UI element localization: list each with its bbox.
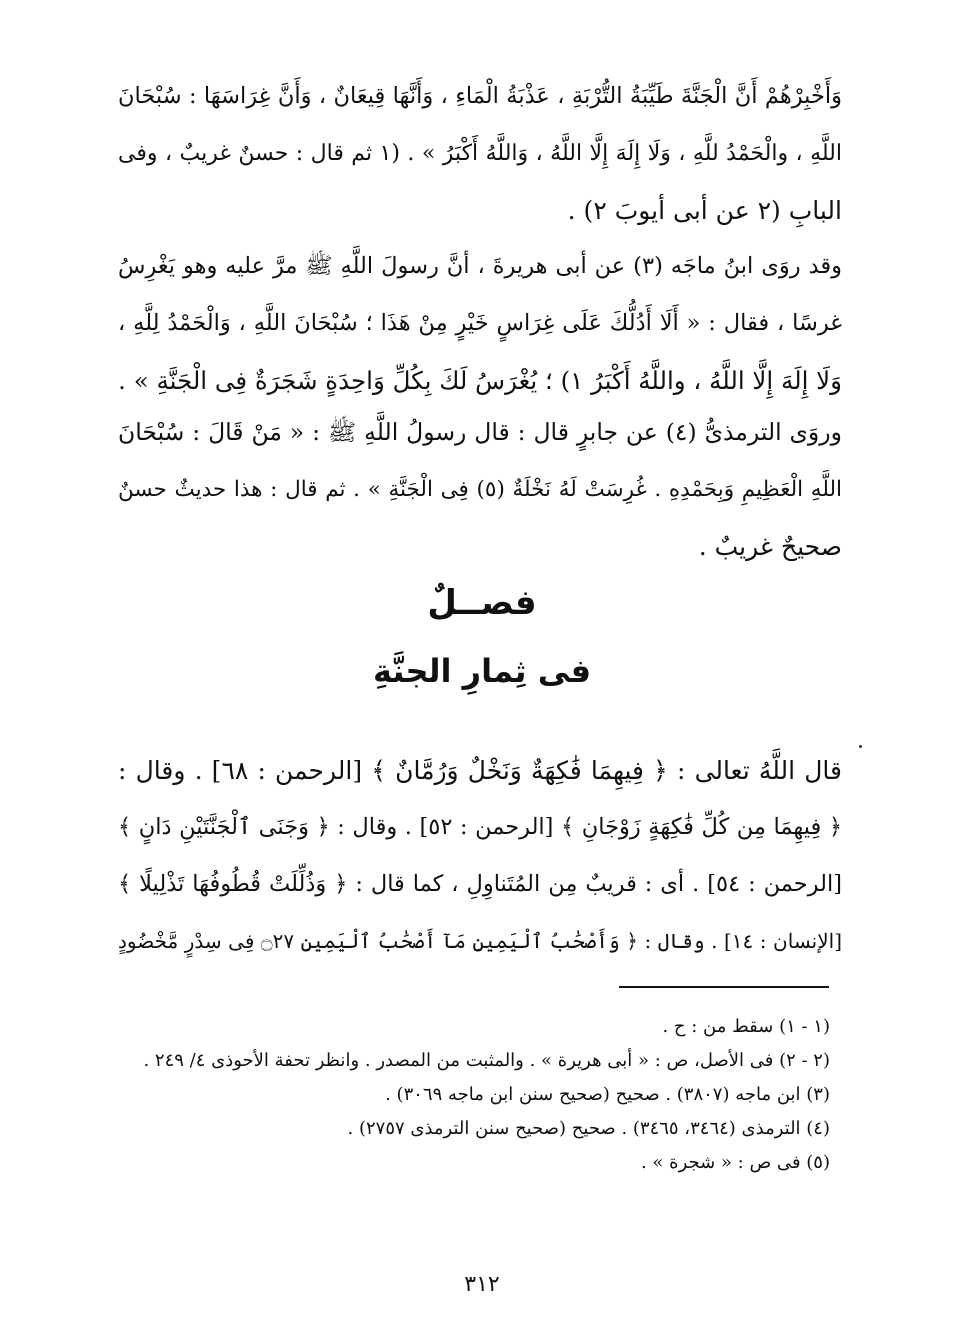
footnote-item: (٢ - ٢) فى الأصل، ص : « أبى هريرة » . والمثبت من المصدر . وانظر تحفة الأحوذى ٤/ ٢٤٩ .: [143, 1050, 830, 1071]
text-line: اللَّهِ ، والْحَمْدُ للَّهِ ، وَلَا إِلَهَ إِلَّا اللَّهُ ، وَاللَّهُ أَكْبَرُ » . (١ ثم قال : حسنٌ غريبٌ ، وفى: [118, 141, 842, 166]
text-line: ﴿ فِيهِمَا مِن كُلِّ فَٰكِهَةٍ زَوْجَانِ ﴾ [الرحمن : ٥٢] . وقال : ﴿ وَجَنَى ٱلْجَنَّتَيْنِ دَانٍ ﴾: [118, 814, 842, 840]
paragraph-quran-verses: [118, 742, 842, 970]
footnote-item: (٤) الترمذى (٣٤٦٤، ٣٤٦٥) . صحيح (صحيح سنن الترمذى ٢٧٥٧) .: [347, 1118, 830, 1139]
page-number: ٣١٢: [464, 1272, 500, 1297]
text-line: وقد روَى ابنُ ماجَه (٣) عن أبى هريرةَ ، أنَّ رسولَ اللَّهِ ﷺ مرَّ عليه وهو يَغْرِسُ: [118, 253, 842, 279]
text-line: غرسًا ، فقال : « أَلَا أَدُلُّكَ عَلَى غِرَاسٍ خَيْرٍ مِنْ هَذَا ؛ سُبْحَانَ اللَّهِ ، وَالْحَمْدُ لِلَّهِ ،: [118, 310, 842, 336]
paragraph-hadith-1: [118, 68, 842, 239]
footnote-item: (٥) فى ص : « شجرة » .: [640, 1152, 830, 1173]
text-line: وَأَخْبِرْهُمْ أَنَّ الْجَنَّةَ طَيِّبَةُ التُّرْبَةِ ، عَذْبَةُ الْمَاءِ ، وَأَنَّهَا قِيعَانٌ ، وَأَنَّ غِرَاسَهَا : سُبْحَانَ: [118, 83, 842, 109]
text-line: اللَّهِ الْعَظِيمِ وَبِحَمْدِهِ . غُرِسَتْ لَهُ نَخْلَةٌ (٥) فِى الْجَنَّةِ » . ثم قال : هذا حديثٌ حسنٌ: [118, 477, 842, 502]
text-line: وروَى الترمذىُّ (٤) عن جابرٍ قال : قال رسولُ اللَّهِ ﷺ : « مَنْ قَالَ : سُبْحَانَ: [118, 418, 842, 446]
text-line: [الإنسان : ١٤] . وقال : ﴿ وَأَصْحَٰبُ ٱلْيَمِينِ مَآ أَصْحَٰبُ ٱلْيَمِينِ ۝٢٧ فِى سِدْرٍ مَّخْضُودٍ: [118, 929, 842, 953]
text-line: قال اللَّهُ تعالى : ﴿ فِيهِمَا فَٰكِهَةٌ وَنَخْلٌ وَرُمَّانٌ ﴾ [الرحمن : ٦٨] . وقال :: [118, 756, 842, 785]
text-line: صحيحٌ غريبٌ .: [698, 532, 842, 561]
text-line: وَلَا إِلَهَ إِلَّا اللَّهُ ، واللَّهُ أَكْبَرُ ١) ؛ يُغْرَسُ لَكَ بِكُلِّ وَاحِدَةٍ شَجَرَةٌ فِى الْجَنَّةِ » .: [118, 366, 842, 395]
section-subtitle: فى ثِمارِ الجنَّةِ: [372, 652, 592, 690]
print-speck: [859, 745, 862, 748]
paragraph-hadith-3: [118, 404, 842, 575]
text-line: البابِ (٢ عن أبى أيوبَ ٢) .: [567, 196, 842, 225]
footnote-divider: [619, 986, 829, 988]
section-title: فصــلٌ: [427, 583, 537, 623]
paragraph-hadith-2: [118, 238, 842, 409]
text-line: [الرحمن : ٥٤] . أى : قريبٌ مِن المُتَناوِلِ ، كما قال : ﴿ وَذُلِّلَتْ قُطُوفُهَا تَذْلِيلًا ﴾: [118, 871, 842, 897]
footnote-item: (١ - ١) سقط من : ح .: [662, 1016, 830, 1037]
footnote-item: (٣) ابن ماجه (٣٨٠٧) . صحيح (صحيح سنن ابن ماجه ٣٠٦٩) .: [385, 1084, 830, 1105]
footnotes: [118, 1010, 830, 1180]
